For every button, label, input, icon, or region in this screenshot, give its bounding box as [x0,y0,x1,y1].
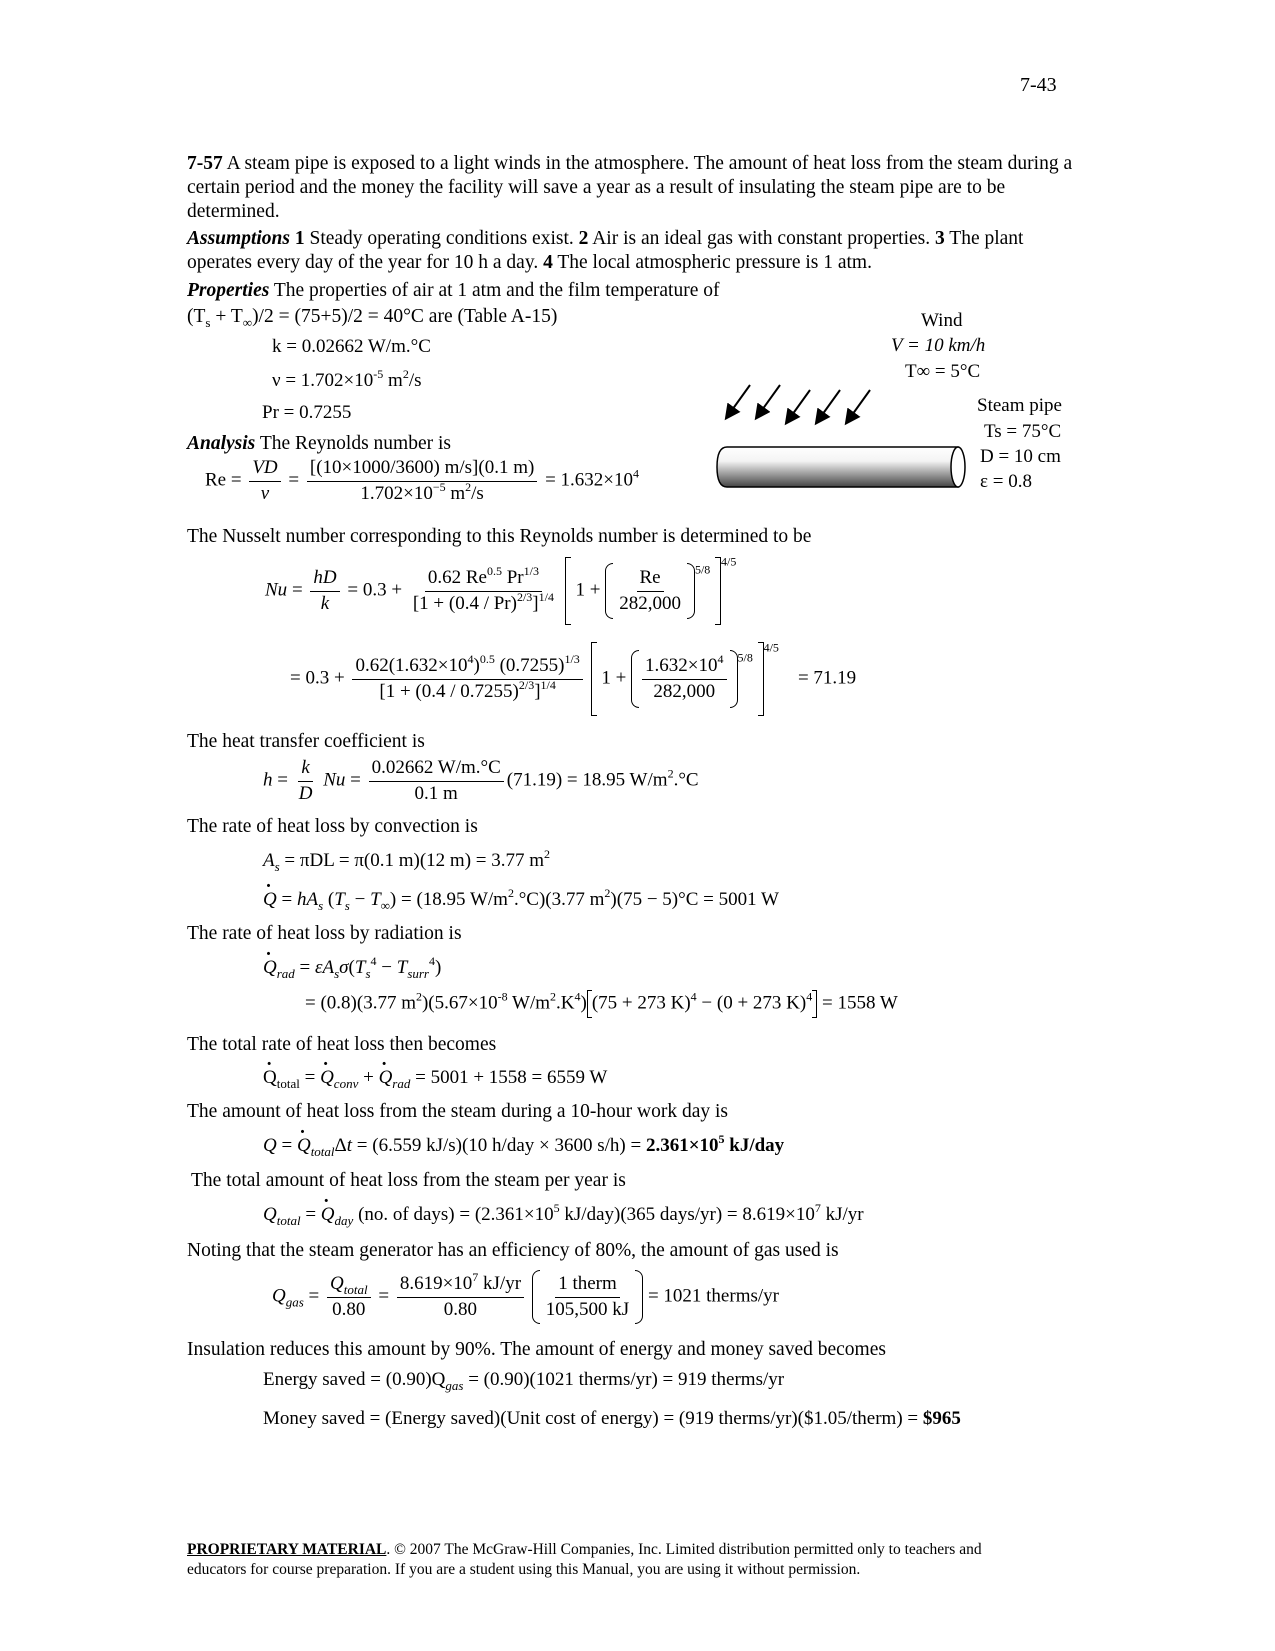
money-saved-equation: Money saved = (Energy saved)(Unit cost of energy) = (919 therms/yr)($1.05/therm) = $965 [263,1408,961,1429]
prop-pr: Pr = 0.7255 [262,402,352,423]
wind-arrow-icon [817,390,840,422]
film-temperature: $(T_s + T_\infty)/2 = (75+5)/2 = 40^\circ C$ are (Table A-15) [187,306,558,330]
gas-intro: Noting that the steam generator has an efficiency of 80%, the amount of gas used is [187,1240,839,1261]
prop-k: k = 0.02662 W/m.°C [272,336,431,357]
saving-intro: Insulation reduces this amount by 90%. The amount of energy and money saved becomes [187,1339,886,1360]
h-intro: The heat transfer coefficient is [187,731,425,752]
assumption-text: The plant operates every day of the year for 10 h a day. [187,228,1024,273]
properties-intro [187,279,719,302]
pipe-diameter: D = 10 cm [980,446,1061,467]
prop-nu: $\nu = 1.702\times 10^{-5}$ $m^2/s$ [272,367,422,391]
wind-arrow-icon [847,390,870,422]
pipe-diagram [715,380,975,495]
pipe-end [951,447,965,487]
convection-intro: The rate of heat loss by convection is [187,816,478,837]
assumption-number: 1 [294,228,305,249]
wind-arrow-icon [787,390,810,422]
day-equation: Q = · $Q_{total}\Delta t = (6.559$ kJ/s)(10 h/day × 3600 $s/h) = 2.361\times 10^5$ kJ/day [263,1135,784,1158]
gas-equation: $Q_{gas}$ = $\frac{Q_{total}}{0.80}$ = $\frac{8.619\times 10^7 kJ/yr}{0.80}$ $\frac{\text{1 therm}}{105,500 kJ}$ = 1021 therms/yr [272,1270,779,1324]
area-equation: $A_s = \pi DL = \pi(0.1$ m)(12 m) = 3.77 $m^2$ [263,847,551,874]
problem-number: 7-57 [187,153,223,174]
problem-text: A steam pipe is exposed to a light winds in the atmosphere. The amount of heat loss from the steam during a certain period and the money the facility will save a year as a result of insulating the steam pipe are to be determined. [187,153,1073,222]
assumptions [187,227,1092,275]
footer: PROPRIETARY MATERIAL. © 2007 The McGraw-Hill Companies, Inc. Limited distribution permitted only to teachers and educators for course preparation. If you are a student using this Manual, you are using it without permission. [187,1541,982,1578]
wind-temperature: T∞ = 5°C [905,361,981,382]
pipe-label: Steam pipe [977,395,1062,416]
day-intro: The amount of heat loss from the steam during a 10-hour work day is [187,1101,729,1122]
energy-saved-equation: Energy saved = $(0.90)Q_{gas} = (0.90)(1021$ therms/yr) = 919 therms/yr [263,1369,785,1393]
footer-proprietary: PROPRIETARY MATERIAL [187,1541,387,1558]
wind-arrow-icon [727,385,750,417]
wind-velocity: V = 10 km/h [891,335,986,356]
pipe-emissivity: ε = 0.8 [980,471,1032,492]
assumption-number: 4 [543,252,553,273]
h-equation: h = $\frac{k}{D}$ Nu = $\frac{0.02662 W/m.^\circ C}{0.1 m}$ (71.19) = 18.95 $W/m^2.^\circ C$ [263,757,699,804]
assumption-number: 3 [935,228,945,249]
pipe-body [717,447,958,487]
reynolds-equation: Re = $\frac{VD}{\nu}$ = $\frac{[(10\times 1000/3600) m/s](0.1 m)}{1.702\times 10^{-5} m^2/s}$ = $1.632\times 10^4$ [205,457,639,504]
year-intro: The total amount of heat loss from the steam per year is [191,1170,626,1191]
properties-label: Properties [187,280,270,301]
total-equation: · $Q_{total}$ = · $Q_{conv}$ + · $Q_{rad} = 5001 + 1558 = 6559$ W [263,1067,607,1090]
convection-equation: · $Q = hA_s$ $(T_s - T_\infty) = (18.95$ $W/m^2.^\circ C)(3.77$ $m^2)(75 - 5)^\circ C = 5001$ W [263,889,779,912]
analysis-label: Analysis [187,433,256,454]
nusselt-intro: The Nusselt number corresponding to this Reynolds number is determined to be [187,526,812,547]
wind-arrows [727,385,870,422]
assumptions-label: Assumptions [187,228,290,249]
page-number: 7-43 [1020,74,1057,96]
year-equation: $Q_{total}$ = · $Q_{day}$ (no. of days) = ($2.361\times 10^5$ kJ/day)(365 days/yr) = $8.619\times 10^7$ kJ/yr [263,1204,864,1227]
problem-statement [187,152,1092,224]
assumption-number: 2 [578,228,589,249]
assumption-text: Steady operating conditions exist. [309,228,574,249]
nusselt-equation-numeric: = 0.3 + $\frac{0.62(1.632\times 10^4)^{0.5} (0.7255)^{1/3}}{[1 + (0.4 / 0.7255)^{2/3}]^{1/4}}$ 1 + $\frac{1.632\times 10^4}{282,000}$ $^{5/8}$ $^{4/5}$ = 71.19 [290,642,856,716]
wind-arrow-icon [757,385,780,417]
pipe-temperature: Ts = 75°C [984,421,1062,442]
analysis-intro: Analysis The Reynolds number is [187,433,451,454]
wind-label: Wind [921,310,963,331]
total-intro: The total rate of heat loss then becomes [187,1034,497,1055]
assumption-text: Air is an ideal gas with constant properties. [592,228,931,249]
radiation-equation-numeric: = (0.8)(3.77 $m^2)(5.67\times 10^{-8}$ $W/m^2.K^4$) (75 + 273 K)$^4$ − (0 + 273 K)$^4$ = 1558 W [305,990,898,1018]
properties-text: The properties of air at 1 atm and the film temperature of [273,280,720,301]
assumption-text: The local atmospheric pressure is 1 atm. [557,252,872,273]
radiation-equation-general: · $Q_{rad} = \varepsilon A_s\sigma(T_s^4 - T_{surr}^4)$ [263,957,441,980]
radiation-intro: The rate of heat loss by radiation is [187,923,462,944]
nusselt-equation-general: Nu = $\frac{hD}{k}$ = 0.3 + $\frac{0.62 Re^{0.5} Pr^{1/3}}{[1 + (0.4 / Pr)^{2/3}]^{1/4}}$ 1 + $\frac{Re}{282,000}$ $^{5/8}$ $^{4/5}$ [265,557,736,625]
money-saved-result: $965 [922,1408,961,1429]
